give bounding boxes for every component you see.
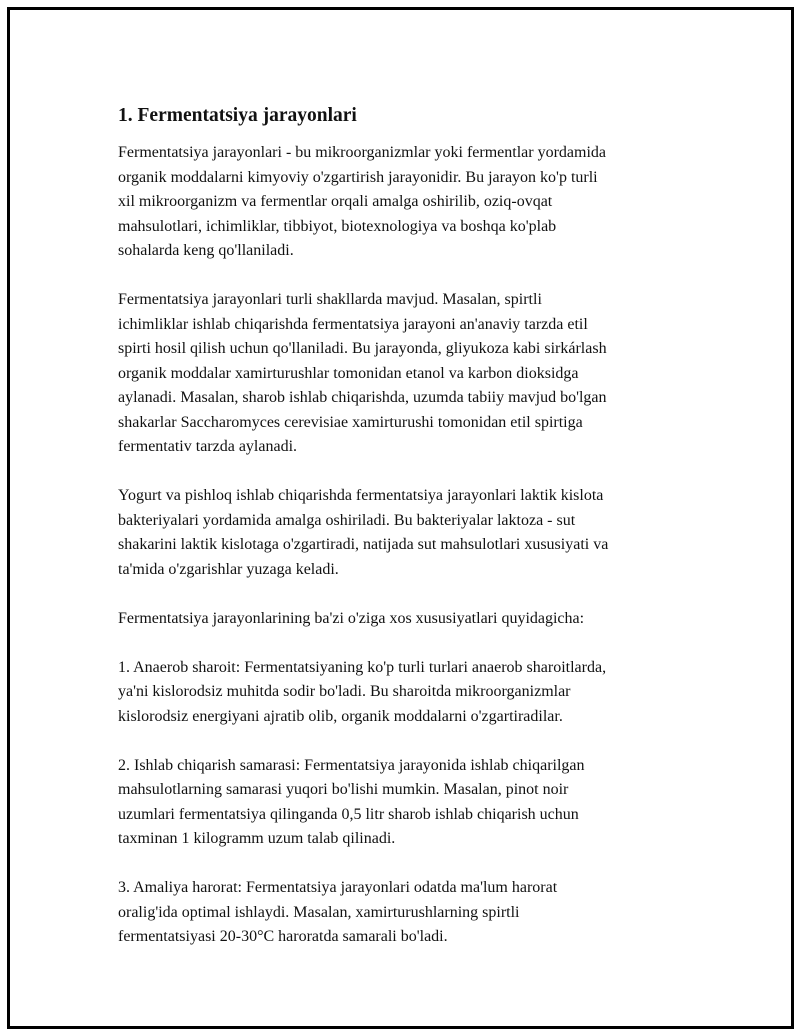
paragraph-dairy-fermentation: Yogurt va pishloq ishlab chiqarishda fermentatsiya jarayonlari laktik kislota bakteriyalari yordamida amalga oshiriladi. Bu bakteriyalar laktoza - sut shakarini laktik kislotaga o'zgartiradi, natijada sut mahsulotlari xususiyati va ta'mida o'zgarishlar yuzaga keladi. <box>118 487 609 578</box>
page-frame <box>7 7 794 1029</box>
section-title: 1. Fermentatsiya jarayonlari <box>118 105 357 126</box>
document-body <box>118 92 698 974</box>
paragraph-intro: Fermentatsiya jarayonlari - bu mikroorganizmlar yoki fermentlar yordamida organik moddalarni kimyoviy o'zgartirish jarayonidir. Bu jarayon ko'p turli xil mikroorganizm va fermentlar orqali amalga oshirilib, oziq-ovqat mahsulotlari, ichimliklar, tibbiyot, biotexnologiya va boshqa ko'plab sohalarda keng qo'llaniladi. <box>118 144 606 259</box>
paragraph-features-intro: Fermentatsiya jarayonlarining ba'zi o'ziga xos xususiyatlari quyidagicha: <box>118 609 585 627</box>
list-item-temperature: 3. Amaliya harorat: Fermentatsiya jarayonlari odatda ma'lum harorat oralig'ida optimal ishlaydi. Masalan, xamirturushlarning spirtli fermentatsiyasi 20-30°C haroratda samarali bo'ladi. <box>118 879 558 945</box>
list-item-production-yield: 2. Ishlab chiqarish samarasi: Fermentatsiya jarayonida ishlab chiqarilgan mahsulotlarning samarasi yuqori bo'lishi mumkin. Masalan, pinot noir uzumlari fermentatsiya qilinganda 0,5 litr sharob ishlab chiqarish uchun taxminan 1 kilogramm uzum talab qilinadi. <box>118 756 585 847</box>
paragraph-alcohol-fermentation: Fermentatsiya jarayonlari turli shakllarda mavjud. Masalan, spirtli ichimliklar ishlab chiqarishda fermentatsiya jarayoni an'anaviy tarzda etil spirti hosil qilish uchun qo'llaniladi. Bu jarayonda, gliyukoza kabi sirkárlash organik moddalar xamirturushlar tomonidan etanol va karbon dioksidga aylanadi. Masalan, sharob ishlab chiqarishda, uzumda tabiiy mavjud bo'lgan shakarlar Saccharomyces cerevisiae xamirturushi tomonidan etil spirtiga fermentativ tarzda aylanadi. <box>118 291 607 455</box>
list-item-anaerobic: 1. Anaerob sharoit: Fermentatsiyaning ko'p turli turlari anaerob sharoitlarda, ya'ni kislorodsiz muhitda sodir bo'ladi. Bu sharoitda mikroorganizmlar kislorodsiz energiyani ajratib olib, organik moddalarni o'zgartiradilar. <box>118 658 607 725</box>
